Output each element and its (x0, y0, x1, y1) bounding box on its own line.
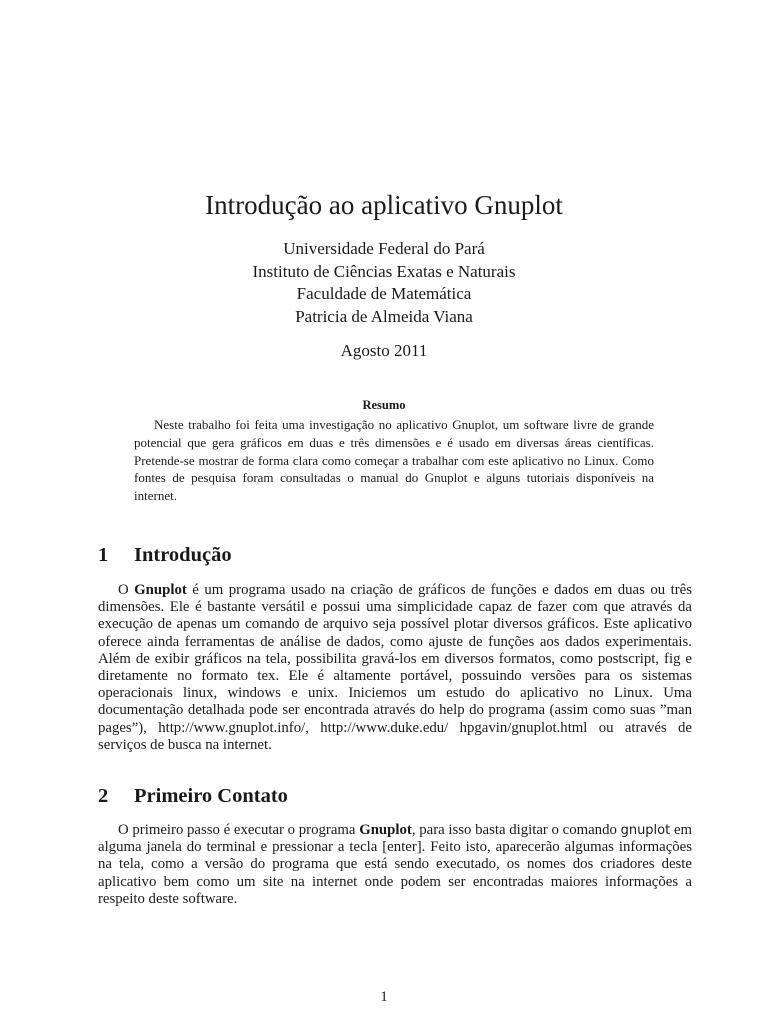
paragraph-text: , para isso basta digitar o comando (411, 822, 617, 838)
author-line-university: Universidade Federal do Pará (283, 239, 485, 258)
section-number: 1 (98, 544, 109, 566)
section-paragraph (98, 822, 692, 908)
author-line-institute: Instituto de Ciências Exatas e Naturais (252, 261, 516, 281)
section-heading-introducao (98, 542, 698, 568)
page-number: 1 (380, 989, 388, 1005)
paragraph-text: em alguma janela do terminal e pressionar a tecla [enter]. Feito isto, aparecerão algumas informações na tela, como a versão do programa que está sendo executado, os nomes dos criadores deste aplicativo bem como um site na internet onde podem ser encontradas maiores informações a respeito deste software. (98, 822, 693, 907)
author-block (0, 238, 768, 328)
section-number: 2 (98, 785, 109, 807)
section-title: Primeiro Contato (134, 785, 288, 807)
section-paragraph (98, 582, 692, 754)
bold-term: Gnuplot (134, 582, 187, 598)
document-title: Introdução ao aplicativo Gnuplot (205, 190, 563, 220)
paragraph-text: O (118, 582, 129, 598)
abstract-heading: Resumo (362, 398, 406, 412)
author-line-faculty: Faculdade de Matemática (296, 284, 472, 303)
abstract-text: Neste trabalho foi feita uma investigação no aplicativo Gnuplot, um software livre de grande potencial que gera gráficos em duas e três dimensões e é usado em diversas áreas científicas. Pretende-se mostrar de forma clara como começar a trabalhar com este aplicativo no Linux. Como fontes de pesquisa foram consultadas o manual do Gnuplot e alguns tutoriais disponíveis na internet. (134, 417, 654, 504)
document-date: Agosto 2011 (340, 341, 428, 360)
author-line-name: Patricia de Almeida Viana (295, 306, 473, 326)
bold-term: Gnuplot (359, 822, 412, 838)
paragraph-text: é um programa usado na criação de gráficos de funções e dados em duas ou três dimensões. Ele é bastante versátil e possui uma simplicidade capaz de fazer com que através da execução de apenas um comando de arquivo seja possível plotar diversos gráficos. Este aplicativo oferece ainda ferramentas de análise de dados, como ajuste de funções aos dados experimentais. Além de exibir gráficos na tela, possibilita gravá-los em diversos formatos, como postscript, fig e diretamente no formato tex. Ele é altamente portável, possuindo versões para os sistemas operacionais linux, windows e unix. Iniciemos um estudo do aplicativo no Linux. Uma documentação detalhada pode ser encontrada através do help do programa (assim como suas ”man pages”), http://www.gnuplot.info/, http://www.duke.edu/ hpgavin/gnuplot.html ou através de serviços de busca na internet. (98, 582, 692, 753)
inline-code: gnuplot (620, 823, 671, 838)
paragraph-text: O primeiro passo é executar o programa (118, 822, 356, 838)
section-heading-primeiro-contato (98, 783, 698, 809)
section-title: Introdução (134, 544, 232, 566)
